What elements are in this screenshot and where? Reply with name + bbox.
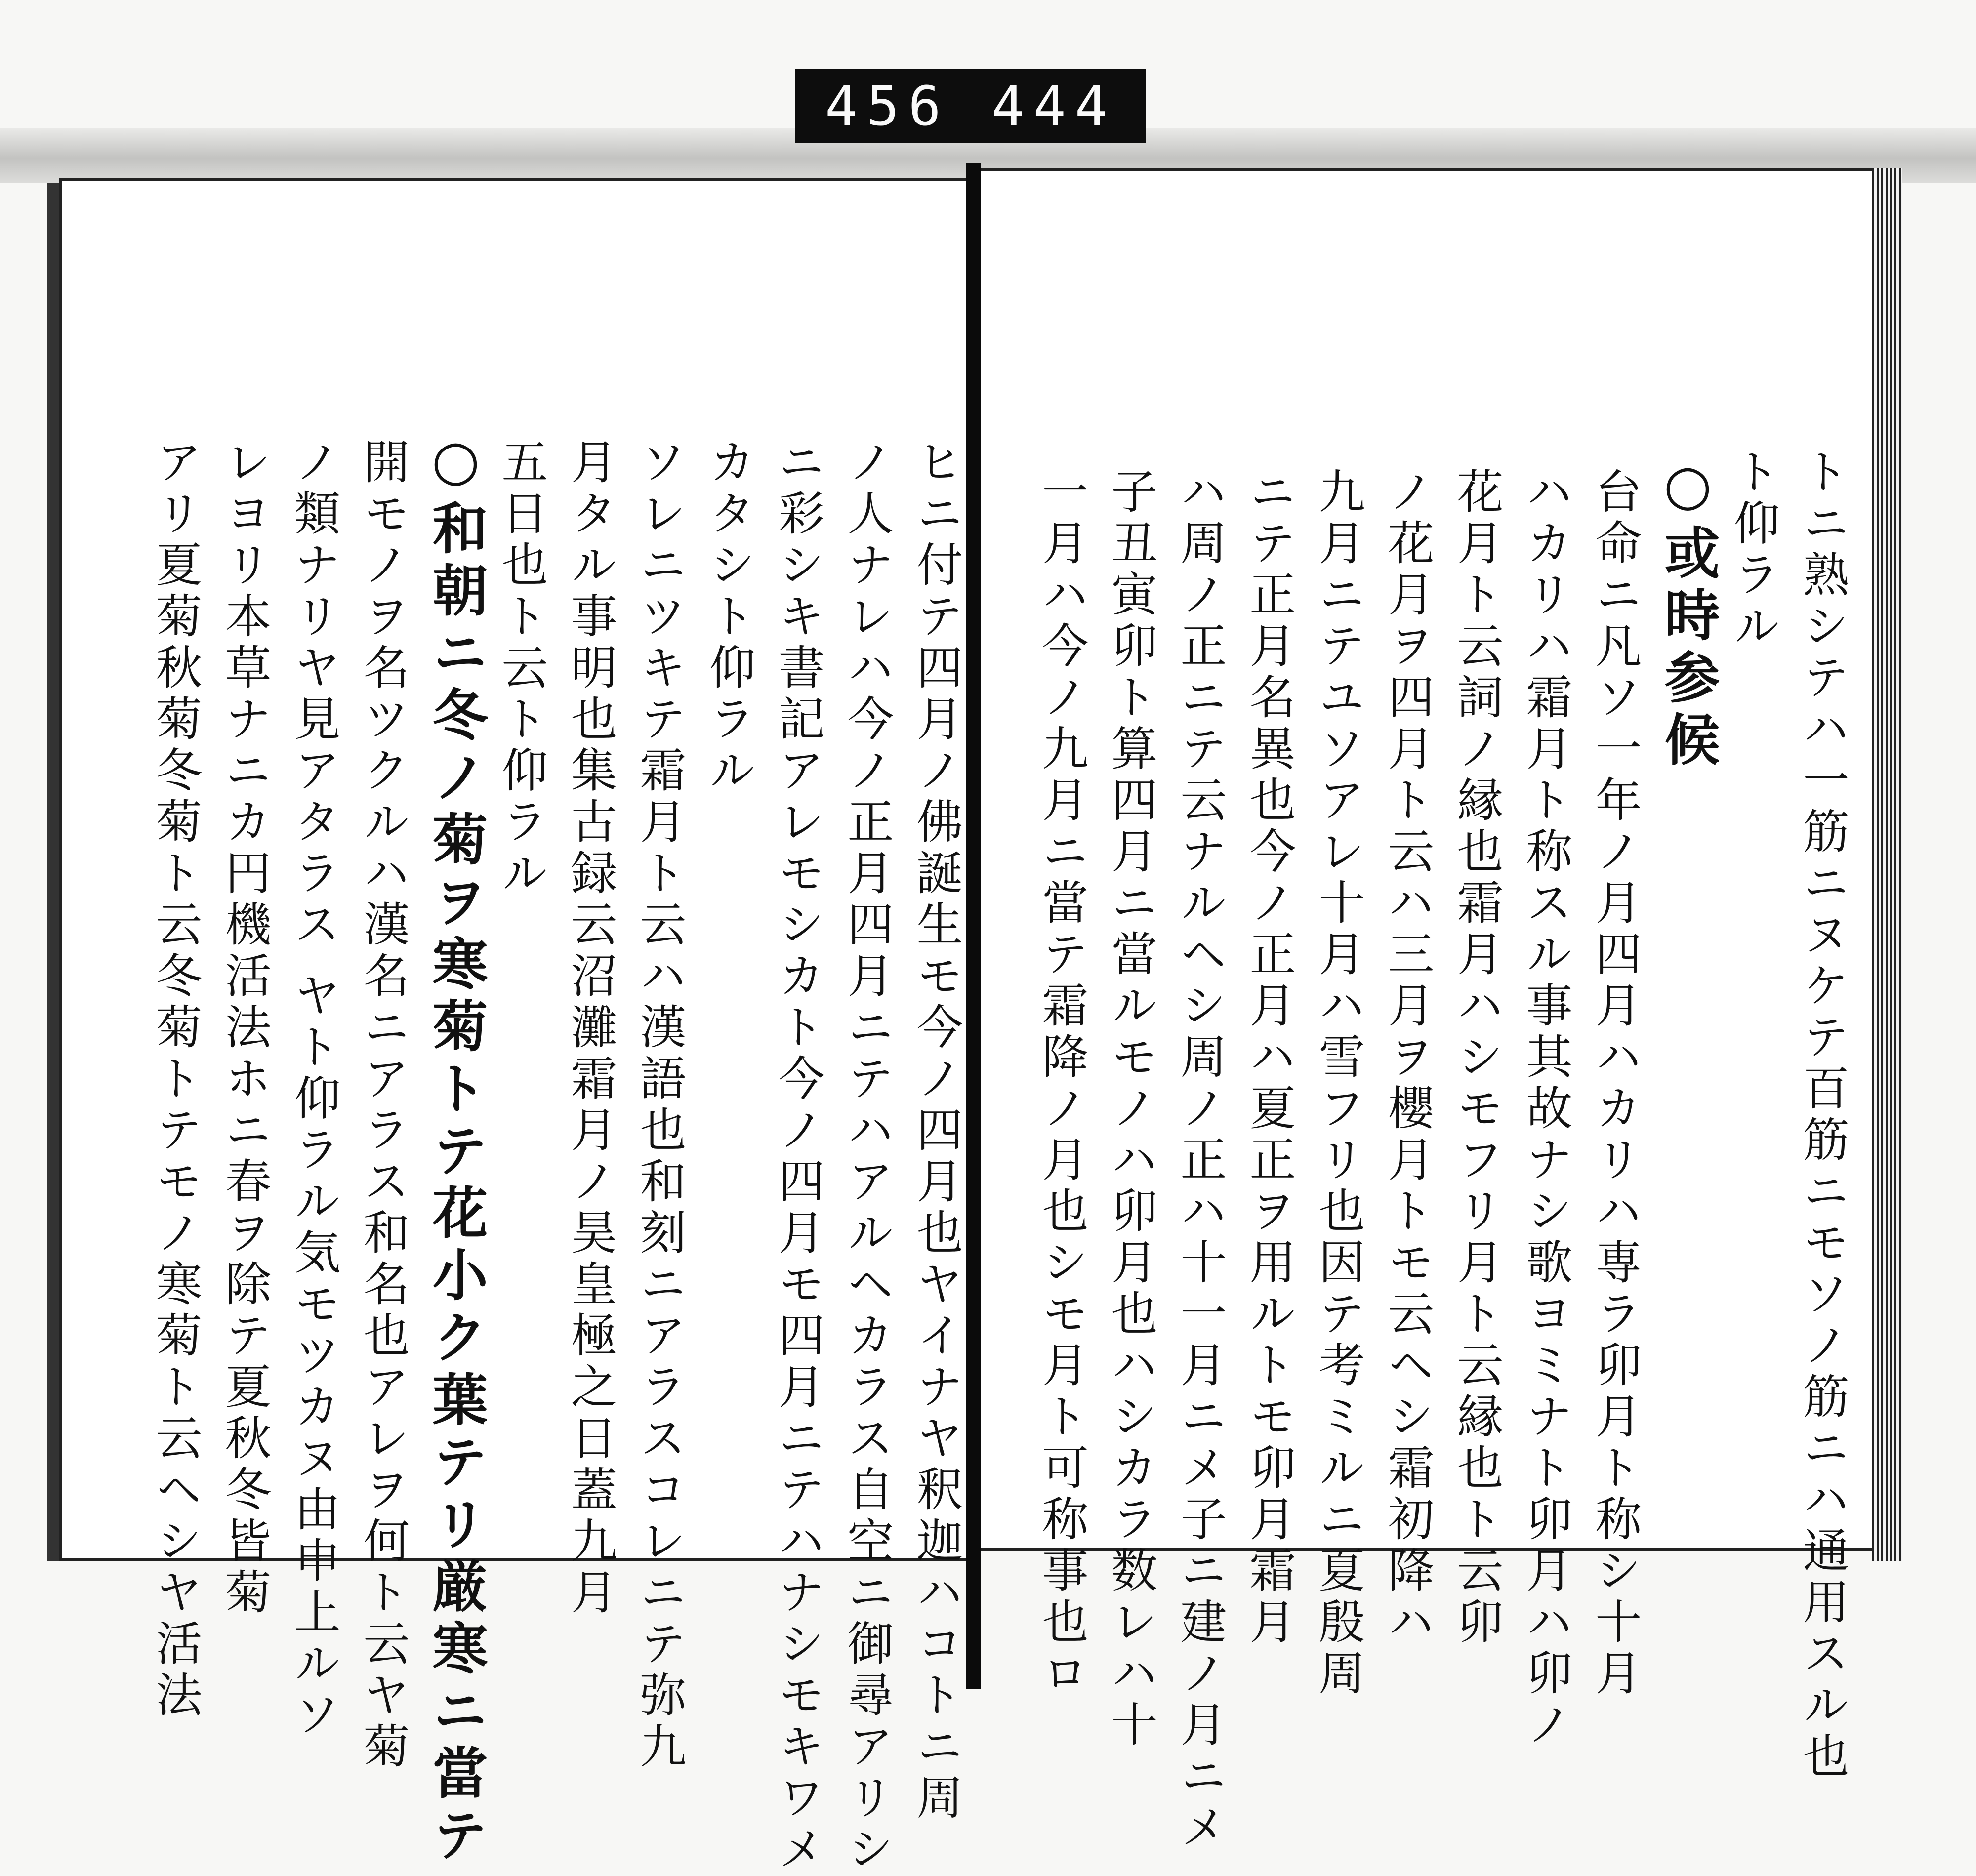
text-column: ソレニツキテ霜月ト云ハ漢語也和刻ニアラスコレニテ弥九 [632,438,686,1773]
book-edge-left [47,183,59,1561]
text-column: ○和朝ニ冬ノ菊ヲ寒菊トテ花小ク葉テリ厳寒ニ當テ [423,428,488,1869]
archive-label-right: 444 [991,75,1116,138]
text-column: ノ類ナリヤ見アタラス ヤト仰ラル気モツカヌ由申上ルソ [286,438,340,1742]
book-edge-right [1872,168,1902,1561]
text-column: 九月ニテユソアレ十月ハ雪フリ也因テ考ミルニ夏殷周 [1311,467,1364,1700]
text-column: ○或時参候 [1655,452,1720,773]
text-column: トニ熟シテハ一筋ニヌケテ百筋ニモソノ筋ニハ通用スル也 [1795,448,1849,1783]
text-column: 花月ト云詞ノ縁也霜月ハシモフリ月ト云縁也ト云卯 [1449,467,1503,1649]
text-column: 開モノヲ名ツクルハ漢名ニアラス和名也アレヲ何ト云ヤ菊 [355,438,409,1773]
left-page [59,178,978,1876]
text-column: レヨリ本草ナニカ円機活法ホニ春ヲ除テ夏秋冬皆菊 [217,438,271,1619]
text-column: ノ花月ヲ四月ト云ハ三月ヲ櫻月トモ云ヘシ霜初降ハ [1380,467,1434,1649]
text-column: ハ周ノ正ニテ云ナルヘシ周ノ正ハ十一月ニメ子ニ建ノ月ニメ [1172,467,1226,1854]
text-column: ニテ正月名異也今ノ正月ハ夏正ヲ用ルトモ卯月霜月 [1241,467,1295,1649]
text-column: 五日也ト云ト仰ラル [494,438,547,900]
text-column: 月タル事明也集古録云沼灘霜月ノ昊皇極之日蓋九月 [563,438,617,1619]
text-column: ト仰ラル [1726,448,1779,653]
text-column: 子丑寅卯ト算四月ニ當ルモノハ卯月也ハシカラ数レハ十 [1103,467,1157,1752]
text-column: カタシト仰ラル [701,438,755,797]
text-column: 一月ハ今ノ九月ニ當テ霜降ノ月也シモ月ト可称事也ロ [1034,467,1088,1700]
archive-label-left: 456 [825,75,950,138]
text-column: アリ夏菊秋菊冬菊ト云冬菊トテモノ寒菊ト云ヘシヤ活法 [148,438,202,1722]
text-column: ハカリハ霜月ト称スル事其故ナシ歌ヨミナト卯月ハ卯ノ [1518,467,1572,1752]
text-column: 台命ニ凡ソ一年ノ月四月ハカリハ専ラ卯月ト称シ十月 [1587,467,1641,1700]
text-column: ニ彩シキ書記アレモシカト今ノ四月モ四月ニテハナシモキワメ [770,438,824,1876]
archive-label [795,69,1146,143]
text-column: ノ人ナレハ今ノ正月四月ニテハアルヘカラス自空ニ御尋アリシ [839,438,893,1876]
right-page [978,168,1882,1854]
book-spine [966,163,981,1689]
text-column: ヒニ付テ四月ノ佛誕生モ今ノ四月也ヤイナヤ釈迦ハコトニ周 [908,438,962,1825]
